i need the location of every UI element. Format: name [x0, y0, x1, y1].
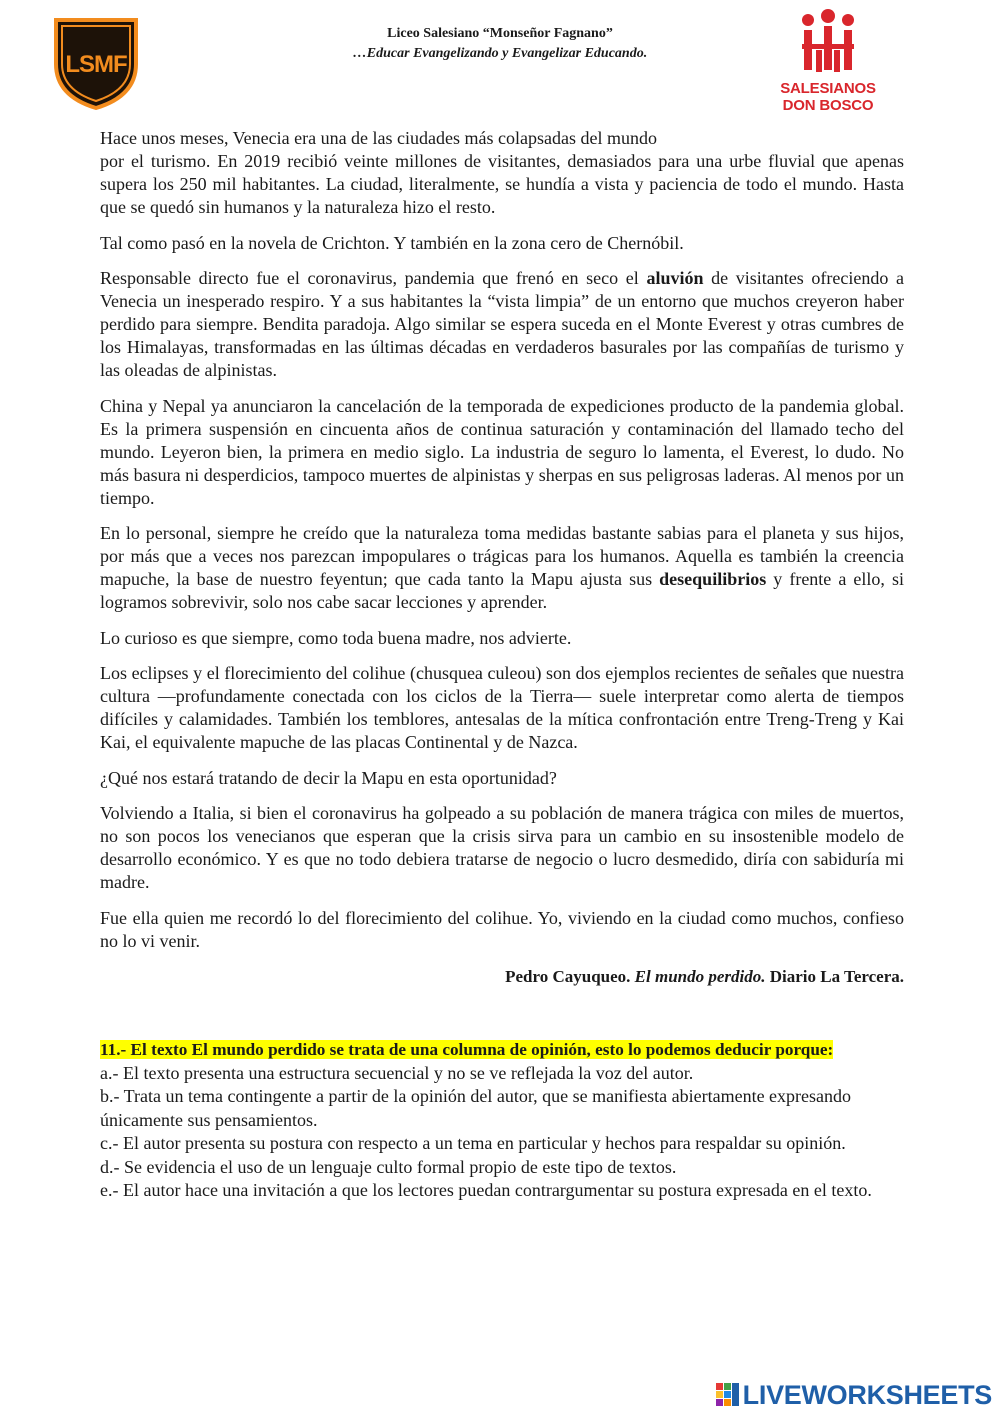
article-attribution: Pedro Cayuqueo. El mundo perdido. Diario La Tercera.: [505, 967, 904, 986]
article-paragraph: Lo curioso es que siempre, como toda buena madre, nos advierte.: [100, 627, 572, 648]
answer-option-d[interactable]: d.- Se evidencia el uso de un lenguaje culto formal propio de este tipo de textos.: [100, 1156, 677, 1177]
liveworksheets-brand-text: LIVEWORKSHEETS: [742, 1379, 992, 1410]
answer-option-a[interactable]: a.- El texto presenta una estructura secuencial y no se ve reflejada la voz del autor.: [100, 1062, 694, 1083]
question-11: [100, 1038, 904, 1203]
svg-text:LSMF: LSMF: [65, 51, 127, 78]
article-paragraph: ¿Qué nos estará tratando de decir la Mapu en esta oportunidad?: [100, 767, 557, 788]
article-paragraph: Los eclipses y el florecimiento del colihue (chusquea culeou) son dos ejemplos recientes de señales que nuestra cultura —profundamente conectada con los ciclos de la Tierra— suele interpretar como alerta de tiempos difíciles y calamidades. También los temblores, antesalas de la mítica confrontación entre Treng-Treng y Kai Kai, el equivalente mapuche de las placas Continental y de Nazca.: [100, 663, 904, 752]
bold-term-desequilibrios: desequilibrios: [659, 569, 767, 589]
answer-option-b[interactable]: b.- Trata un tema contingente a partir de la opinión del autor, que se manifiesta abiertamente expresando únicamente sus pensamientos.: [100, 1086, 852, 1130]
article-paragraph: En lo personal, siempre he creído que la naturaleza toma medidas bastante sabias para el planeta y sus hijos, por más que a veces nos parezcan impopulares o trágicas para los humanos. Aquella es también la creencia mapuche, la base de nuestro feyentun; que cada tanto la Mapu ajusta sus desequilibrios y frente a ello, si logramos sobrevivir, solo nos cabe sacar lecciones y aprender.: [100, 523, 904, 612]
answer-option-e[interactable]: e.- El autor hace una invitación a que los lectores puedan contrargumentar su postura expresada en el texto.: [100, 1180, 872, 1200]
liveworksheets-brand[interactable]: [716, 1381, 992, 1409]
question-title: 11.- El texto El mundo perdido se trata de una columna de opinión, esto lo podemos deducir porque:: [100, 1040, 834, 1059]
article-paragraph: Tal como pasó en la novela de Crichton. Y también en la zona cero de Chernóbil.: [100, 232, 684, 253]
answer-option-c[interactable]: c.- El autor presenta su postura con respecto a un tema en particular y hechos para respaldar su opinión.: [100, 1133, 846, 1153]
bold-term-aluvion: aluvión: [646, 268, 704, 288]
article-paragraph: Volviendo a Italia, si bien el coronavirus ha golpeado a su población de manera trágica con miles de muertos, no son pocos los venecianos que esperan que la crisis sirva para un cambio en su insostenible modelo de desarrollo económico. Y es que no todo debiera tratarse de negocio o lucro desmedido, diría con sabiduría mi madre.: [100, 803, 904, 892]
article-paragraph: China y Nepal ya anunciaron la cancelación de la temporada de expediciones producto de la pandemia global. Es la primera suspensión en cincuenta años de continua saturación y contaminación del llamado techo del mundo. Leyeron bien, la primera en medio siglo. La industria de seguro lo lamenta, el Everest, lo dudo. No más basura ni desperdicios, tampoco muertes de alpinistas y sherpas en sus peligrosas laderas. Al menos por un tiempo.: [100, 395, 904, 508]
liveworksheets-logo-icon: [716, 1383, 740, 1407]
article-body: [100, 127, 904, 988]
article-paragraph: Fue ella quien me recordó lo del florecimiento del colihue. Yo, viviendo en la ciudad como muchos, confieso no lo vi venir.: [100, 907, 904, 951]
school-motto: …Educar Evangelizando y Evangelizar Educando.: [352, 46, 648, 61]
page-header: [0, 0, 1000, 125]
article-paragraph: Hace unos meses, Venecia era una de las ciudades más colapsadas del mundo por el turismo. En 2019 recibió veinte millones de visitantes, demasiados para una urbe fluvial que apenas supera los 250 mil habitantes. La ciudad, literalmente, se hundía a vista y paciencia de todo el mundo. Hasta que se quedó sin humanos y la naturaleza hizo el resto.: [100, 128, 904, 217]
salesianos-logo-text: SALESIANOS DON BOSCO: [780, 80, 876, 114]
school-name: Liceo Salesiano “Monseñor Fagnano”: [387, 26, 613, 41]
article-paragraph: Responsable directo fue el coronavirus, pandemia que frenó en seco el aluvión de visitantes ofreciendo a Venecia un inesperado respiro. Y a sus habitantes la “vista limpia” de un entorno que muchos creyeron haber perdido para siempre. Bendita paradoja. Algo similar se espera suceda en el Monte Everest y otras cumbres de los Himalayas, transformadas en las últimas décadas en verdaderos basurales por las compañías de turismo y las oleadas de alpinistas.: [100, 268, 904, 380]
